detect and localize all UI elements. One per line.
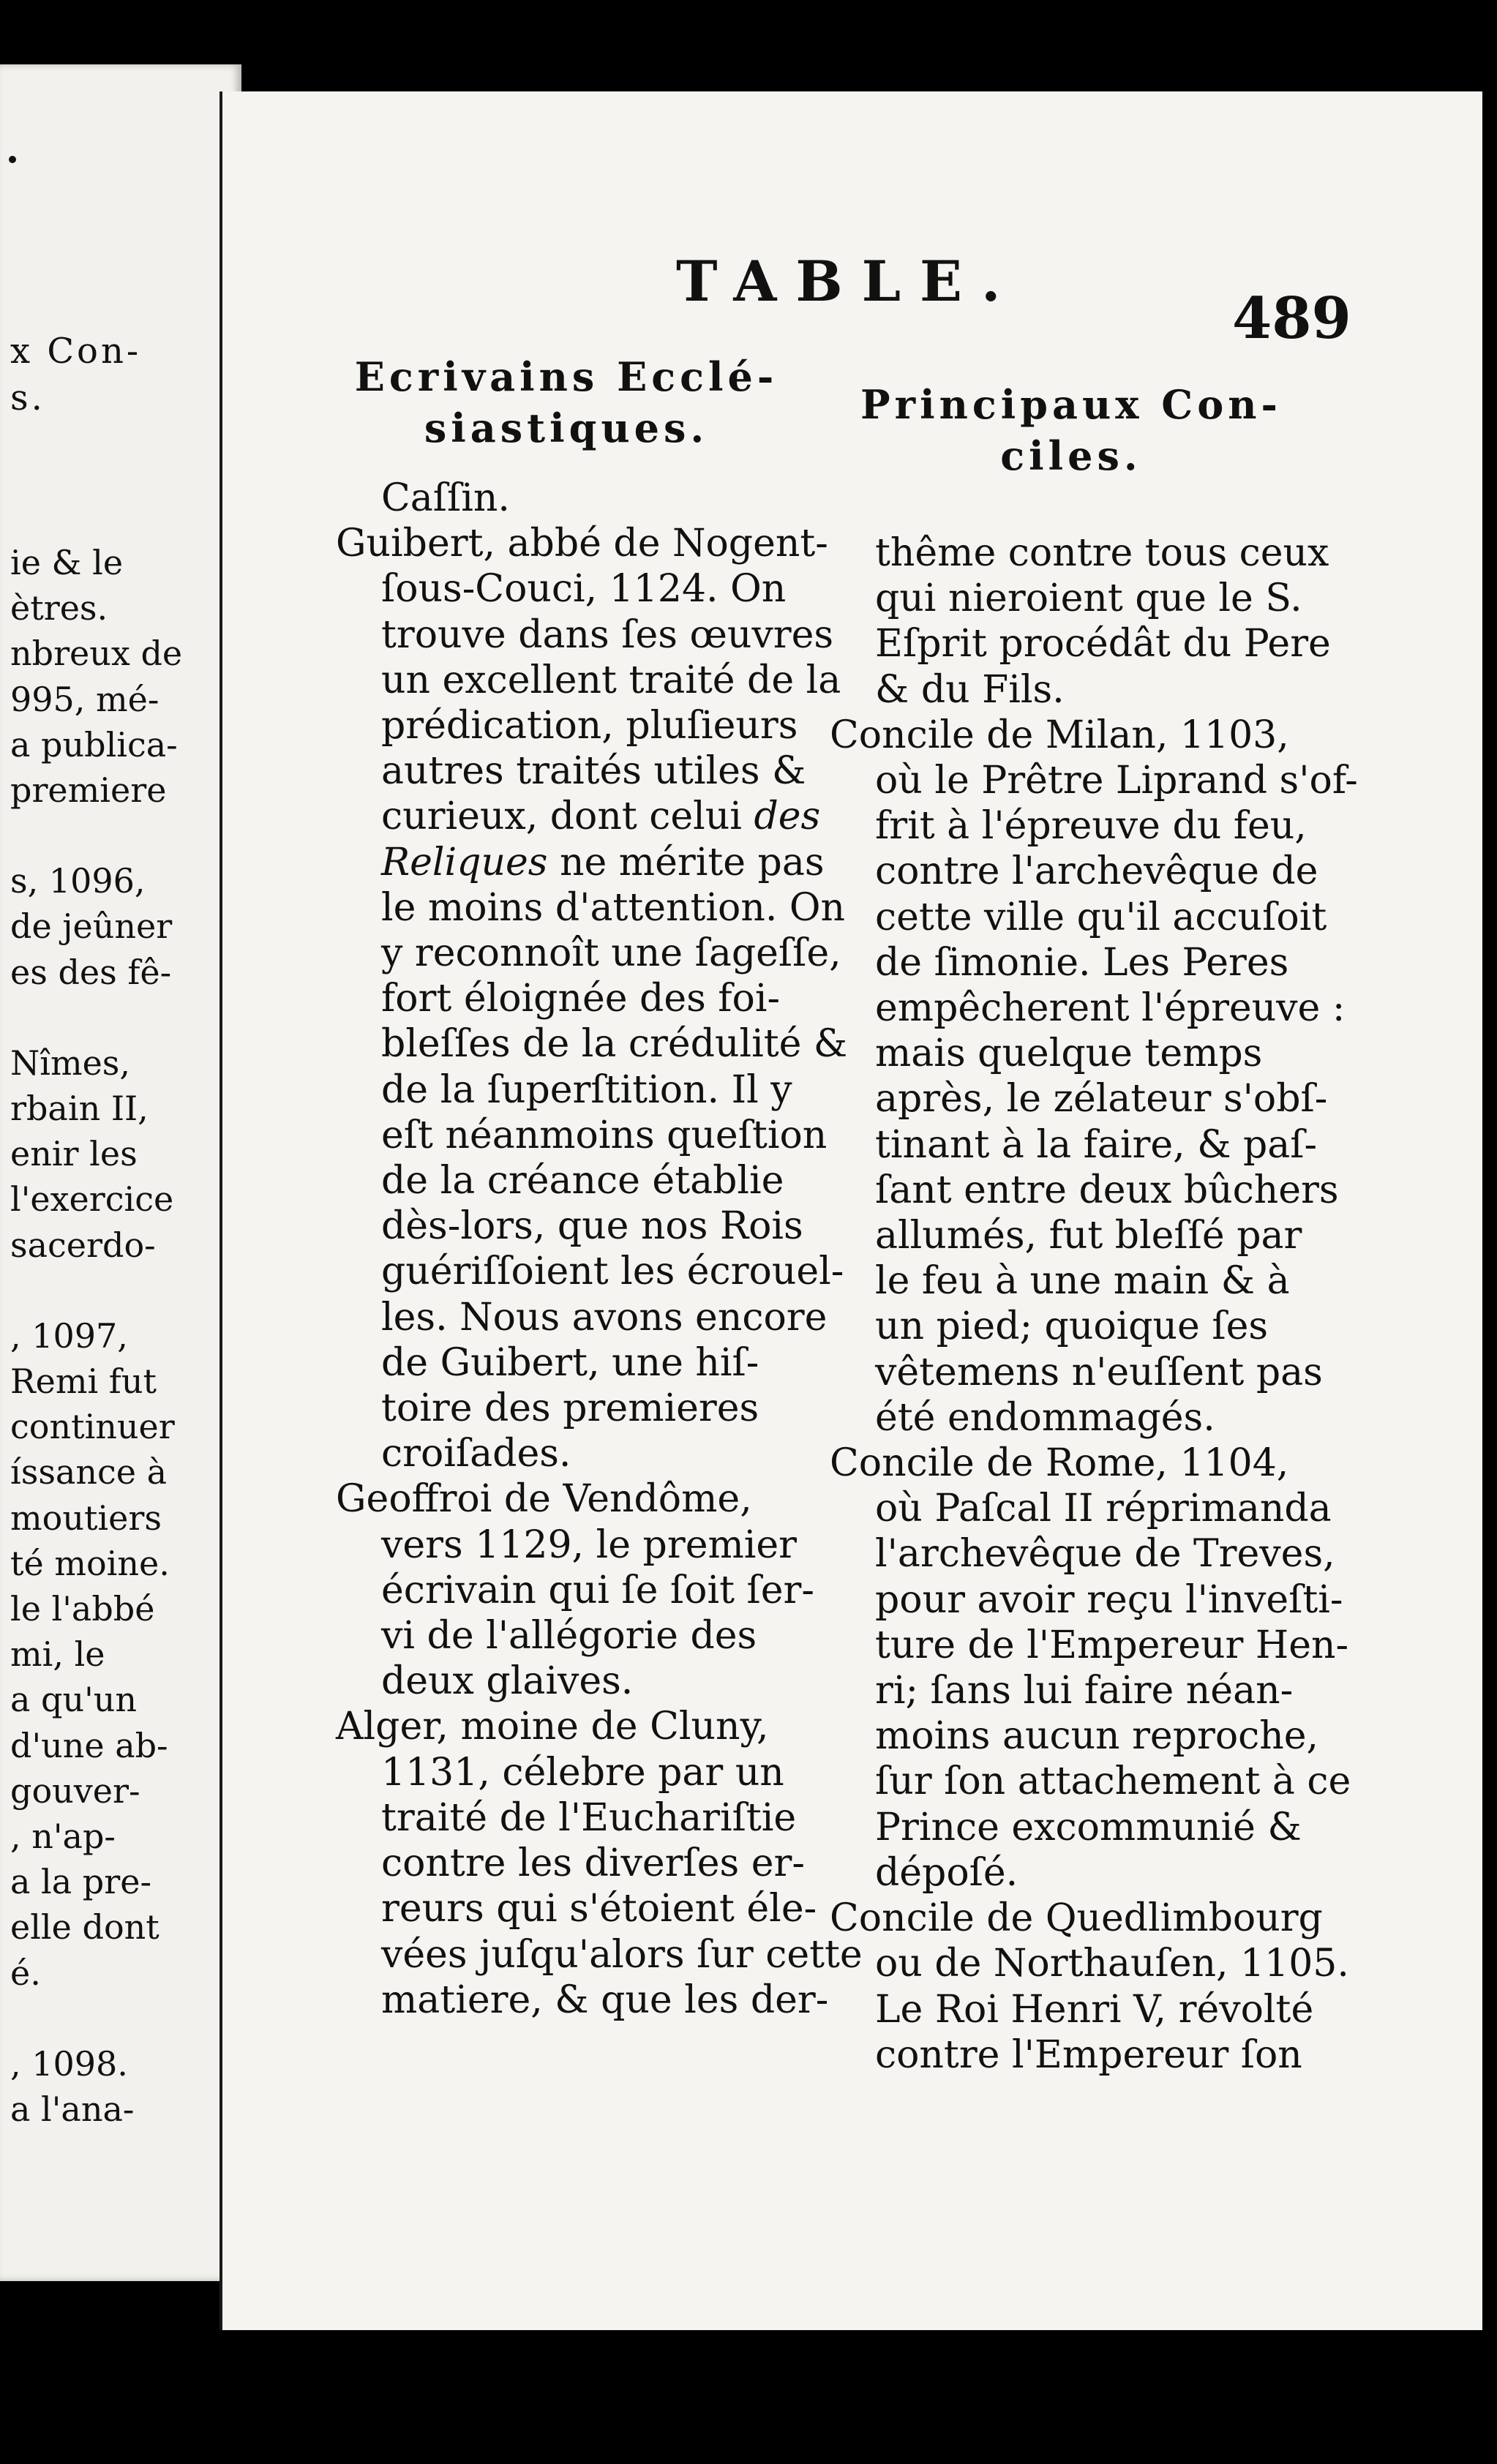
column-header-line: Principaux Con- bbox=[860, 381, 1282, 428]
text-line: Prince excommunié & bbox=[875, 1805, 1302, 1849]
text-line: enir les bbox=[10, 1134, 138, 1174]
text-line: es des fê- bbox=[10, 952, 172, 992]
text-line: íssance à bbox=[10, 1452, 168, 1492]
left-page-text bbox=[0, 540, 241, 2132]
text-line: , n'ap- bbox=[10, 1817, 116, 1857]
text-line: rbain II, bbox=[10, 1089, 149, 1129]
italic-term: Reliques bbox=[381, 840, 548, 884]
text-line: de la ſuperſtition. Il y bbox=[381, 1067, 792, 1112]
column-header-line: siastiques. bbox=[424, 405, 709, 451]
text-line: & du Fils. bbox=[875, 667, 1065, 712]
text-line: Eſprit procédât du Pere bbox=[875, 622, 1331, 666]
text-line: un excellent traité de la bbox=[381, 658, 841, 702]
text-line: reurs qui s'étoient éle- bbox=[381, 1887, 817, 1931]
left-header-line: s. bbox=[10, 378, 45, 418]
running-head: TABLE. bbox=[676, 249, 1020, 314]
text-line: y reconnoît une ſageſſe, bbox=[381, 931, 841, 976]
text-line: , 1098. bbox=[10, 2043, 128, 2084]
text-line: de Guibert, une hiſ- bbox=[381, 1340, 759, 1385]
text-line: continuer bbox=[10, 1407, 175, 1447]
entry-start-line: Concile de Rome, 1104, bbox=[830, 1441, 1289, 1486]
text-line: fort éloignée des foi- bbox=[381, 977, 781, 1021]
text-line: allumés, fut bleſſé par bbox=[875, 1214, 1302, 1258]
text-line: nbreux de bbox=[10, 634, 183, 674]
ink-dot bbox=[9, 156, 16, 163]
text-line: après, le zélateur s'obſ- bbox=[875, 1077, 1328, 1122]
text-line: sacerdo- bbox=[10, 1225, 156, 1265]
text-line: vi de l'allégorie des bbox=[381, 1614, 757, 1659]
text-line: de la créance établie bbox=[381, 1159, 784, 1203]
right-page bbox=[220, 91, 1482, 2330]
entry-start-line: Geoffroi de Vendôme, bbox=[336, 1477, 752, 1522]
text-line: 995, mé- bbox=[10, 679, 160, 719]
councils-column bbox=[830, 530, 1358, 2078]
column-header-writers bbox=[332, 351, 800, 454]
text-line: ſant entre deux bûchers bbox=[875, 1168, 1339, 1212]
text-line: mi, le bbox=[10, 1634, 105, 1675]
text-line: matiere, & que les der- bbox=[381, 1977, 829, 2022]
text-line: moutiers bbox=[10, 1498, 162, 1538]
column-header-councils bbox=[844, 379, 1298, 481]
text-line: contre l'Empereur ſon bbox=[875, 2032, 1302, 2077]
text-line: a publica- bbox=[10, 724, 178, 765]
left-page-header bbox=[10, 328, 241, 421]
text-line: frit à l'épreuve du feu, bbox=[875, 804, 1307, 849]
line-gap bbox=[0, 1996, 241, 2041]
text-line: curieux, dont celui des bbox=[381, 795, 821, 839]
text-line: eſt néanmoins queſtion bbox=[381, 1113, 828, 1157]
text-line: de jeûner bbox=[10, 906, 173, 947]
text-line: ture de l'Empereur Hen- bbox=[875, 1623, 1349, 1667]
text-line: a qu'un bbox=[10, 1680, 138, 1720]
text-line: cette ville qu'il accuſoit bbox=[875, 895, 1327, 939]
text-line: deux glaives. bbox=[381, 1659, 634, 1704]
text-line: , 1097, bbox=[10, 1315, 128, 1356]
text-line: bleſſes de la crédulité & bbox=[381, 1022, 848, 1067]
text-line: elle dont bbox=[10, 1907, 160, 1947]
text-line: prédication, pluſieurs bbox=[381, 704, 798, 748]
text-line: ſur ſon attachement à ce bbox=[875, 1759, 1351, 1804]
text-line: tinant à la faire, & paſ- bbox=[875, 1122, 1318, 1167]
text-line: ou de Northauſen, 1105. bbox=[875, 1942, 1349, 1986]
left-header-line: x Con- bbox=[10, 331, 142, 372]
text-line: ètres. bbox=[10, 588, 108, 628]
text-line: Caſſin. bbox=[381, 476, 510, 520]
text-line: l'exercice bbox=[10, 1179, 174, 1220]
text-line: croiſades. bbox=[381, 1432, 571, 1476]
line-gap bbox=[0, 995, 241, 1040]
text-line: trouve dans ſes œuvres bbox=[381, 612, 834, 657]
text-line: thême contre tous ceux bbox=[875, 531, 1329, 575]
text-line: le feu à une main & à bbox=[875, 1259, 1290, 1304]
text-line: empêcherent l'épreuve : bbox=[875, 986, 1346, 1031]
text-line: ſous-Couci, 1124. On bbox=[381, 567, 787, 612]
text-line: ie & le bbox=[10, 543, 124, 582]
text-line: dépoſé. bbox=[875, 1850, 1018, 1895]
text-line: été endommagés. bbox=[875, 1395, 1215, 1440]
text-line: é. bbox=[10, 1953, 41, 1993]
text-line: traité de l'Euchariſtie bbox=[381, 1795, 797, 1840]
text-line: a la pre- bbox=[10, 1862, 152, 1902]
text-line: toire des premieres bbox=[381, 1386, 759, 1431]
column-header-line: ciles. bbox=[1000, 432, 1142, 479]
text-line: qui nieroient que le S. bbox=[875, 576, 1302, 621]
italic-term: des bbox=[754, 795, 821, 839]
text-line: s, 1096, bbox=[10, 861, 146, 901]
text-line: autres traités utiles & bbox=[381, 749, 806, 794]
line-gap bbox=[0, 1268, 241, 1313]
text-line: moins aucun reproche, bbox=[875, 1714, 1319, 1759]
text-line: vées juſqu'alors ſur cette bbox=[381, 1932, 863, 1977]
text-line: Remi fut bbox=[10, 1361, 157, 1402]
text-line: 1131, célebre par un bbox=[381, 1750, 784, 1795]
text-line: le l'abbé bbox=[10, 1589, 155, 1629]
text-line: contre l'archevêque de bbox=[875, 849, 1318, 894]
entry-start-line: Alger, moine de Cluny, bbox=[336, 1705, 769, 1749]
entry-start-line: Concile de Milan, 1103, bbox=[830, 713, 1289, 757]
text-line: le moins d'attention. On bbox=[381, 885, 846, 930]
text-line: a l'ana- bbox=[10, 2089, 135, 2130]
writers-column bbox=[336, 476, 863, 2023]
text-line: gouver- bbox=[10, 1770, 140, 1811]
line-gap bbox=[0, 813, 241, 858]
text-line: où le Prêtre Liprand s'of- bbox=[875, 759, 1358, 803]
text-line: mais quelque temps bbox=[875, 1032, 1263, 1076]
text-line: écrivain qui ſe ſoit ſer- bbox=[381, 1568, 814, 1612]
page-number: 489 bbox=[1232, 285, 1351, 352]
text-line: té moine. bbox=[10, 1543, 170, 1583]
text-line: Nîmes, bbox=[10, 1043, 131, 1083]
text-line: contre les diverſes er- bbox=[381, 1841, 805, 1886]
text-line: les. Nous avons encore bbox=[381, 1295, 828, 1340]
text-line: premiere bbox=[10, 770, 167, 811]
left-page bbox=[0, 64, 241, 2281]
text-line: dès-lors, que nos Rois bbox=[381, 1204, 803, 1249]
text-line: un pied; quoique ſes bbox=[875, 1304, 1269, 1349]
text-line: vêtemens n'euſſent pas bbox=[875, 1350, 1323, 1394]
text-line: l'archevêque de Treves, bbox=[875, 1532, 1335, 1577]
text-line: ri; ſans lui faire néan- bbox=[875, 1669, 1294, 1713]
text-line: guériſſoient les écrouel- bbox=[381, 1250, 844, 1294]
entry-start-line: Guibert, abbé de Nogent- bbox=[336, 522, 828, 566]
text-line: d'une ab- bbox=[10, 1725, 168, 1765]
text-line: pour avoir reçu l'inveſti- bbox=[875, 1577, 1343, 1622]
entry-start-line: Concile de Quedlimbourg bbox=[830, 1896, 1323, 1941]
text-line: où Paſcal II réprimanda bbox=[875, 1487, 1332, 1531]
text-line: de ſimonie. Les Peres bbox=[875, 940, 1289, 985]
column-header-line: Ecrivains Ecclé- bbox=[354, 353, 778, 400]
text-line: Reliques ne mérite pas bbox=[381, 840, 825, 884]
text-line: vers 1129, le premier bbox=[381, 1522, 798, 1567]
text-line: Le Roi Henri V, révolté bbox=[875, 1987, 1314, 2032]
